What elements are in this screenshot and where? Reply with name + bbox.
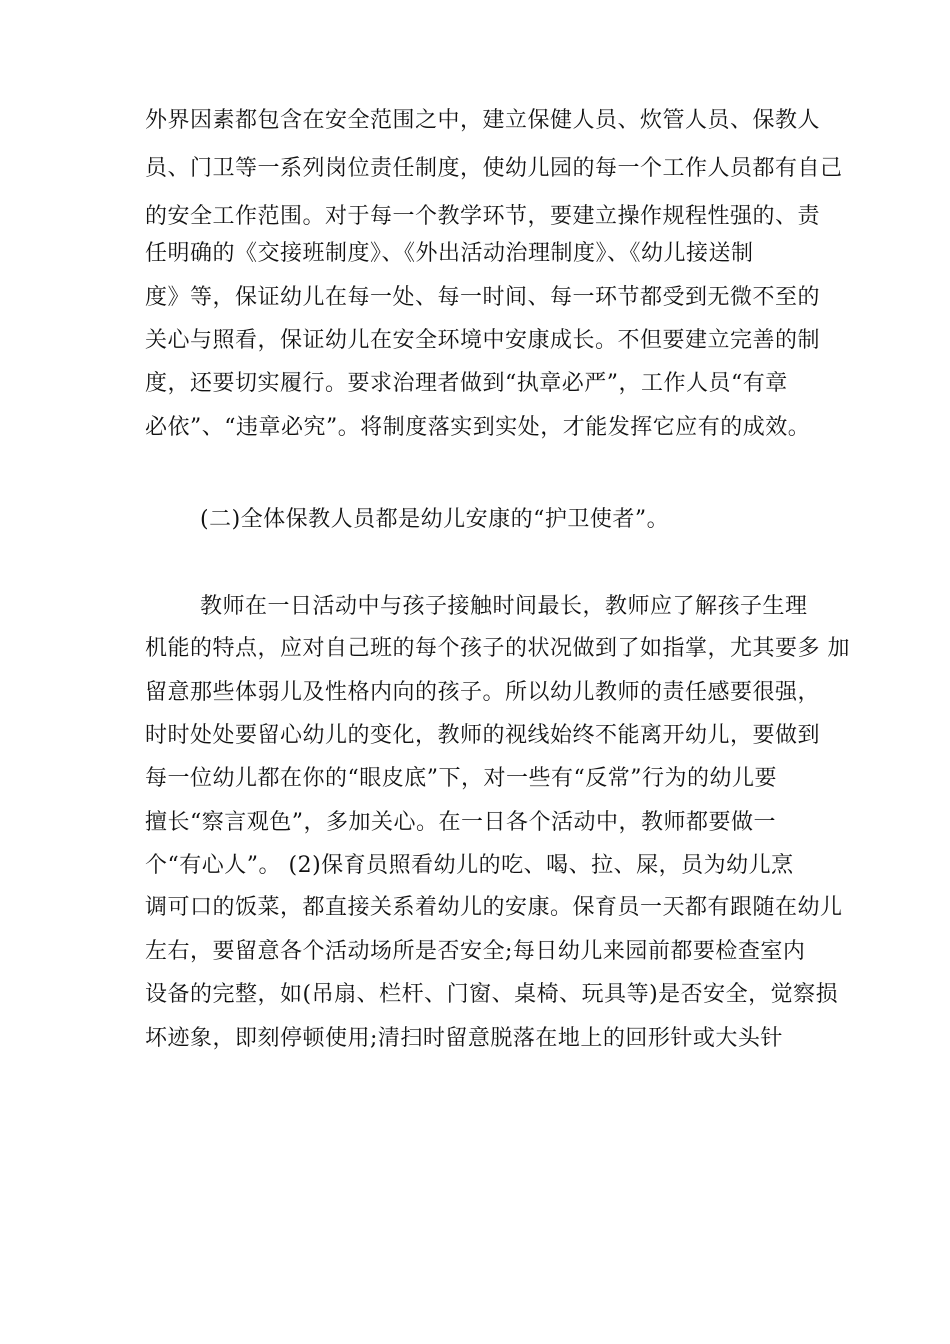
- paragraph-line: 个“有心人”。 (2)保育员照看幼儿的吃、喝、拉、屎，员为幼儿烹: [145, 853, 794, 878]
- paragraph-line: 任明确的《交接班制度》、《外出活动治理制度》、《幼儿接送制: [145, 241, 754, 266]
- paragraph-line: 外界因素都包含在安全范围之中，建立保健人员、炊管人员、保教人: [145, 108, 821, 133]
- paragraph-line: 员、门卫等一系列岗位责任制度，使幼儿园的每一个工作人员都有自己: [145, 156, 843, 181]
- paragraph-line: 必依”、“违章必究”。将制度落实到实处，才能发挥它应有的成效。: [145, 415, 811, 440]
- paragraph-line: 每一位幼儿都在你的“眼皮底”下，对一些有“反常”行为的幼儿要: [145, 766, 777, 791]
- paragraph-line: 教师在一日活动中与孩子接触时间最长，教师应了解孩子生理: [200, 594, 808, 619]
- paragraph-line: 机能的特点，应对自己班的每个孩子的状况做到了如指掌，尤其要多 加: [145, 636, 850, 661]
- paragraph-line: 设备的完整，如(吊扇、栏杆、门窗、桌椅、玩具等)是否安全，觉察损: [145, 982, 839, 1007]
- paragraph-line: 坏迹象，即刻停顿使用;清扫时留意脱落在地上的回形针或大头针: [145, 1026, 783, 1051]
- paragraph-line: 的安全工作范围。对于每一个教学环节，要建立操作规程性强的、责: [145, 204, 821, 229]
- paragraph-line: 度，还要切实履行。要求治理者做到“执章必严”，工作人员“有章: [145, 371, 788, 396]
- paragraph-line: 关心与照看，保证幼儿在安全环境中安康成长。不但要建立完善的制: [145, 328, 821, 353]
- paragraph-line: 留意那些体弱儿及性格内向的孩子。所以幼儿教师的责任感要很强，: [145, 680, 821, 705]
- paragraph-line: 擅长“察言观色”，多加关心。在一日各个活动中，教师都要做一: [145, 810, 776, 835]
- paragraph-line: 左右，要留意各个活动场所是否安全;每日幼儿来园前都要检查室内: [145, 939, 806, 964]
- paragraph-line: 时时处处要留心幼儿的变化，教师的视线始终不能离开幼儿，要做到: [145, 723, 821, 748]
- paragraph-line: 调可口的饭菜，都直接关系着幼儿的安康。保育员一天都有跟随在幼儿: [145, 895, 843, 920]
- paragraph-line: 度》等，保证幼儿在每一处、每一时间、每一环节都受到无微不至的: [145, 285, 821, 310]
- section-heading: (二)全体保教人员都是幼儿安康的“护卫使者”。: [200, 507, 670, 532]
